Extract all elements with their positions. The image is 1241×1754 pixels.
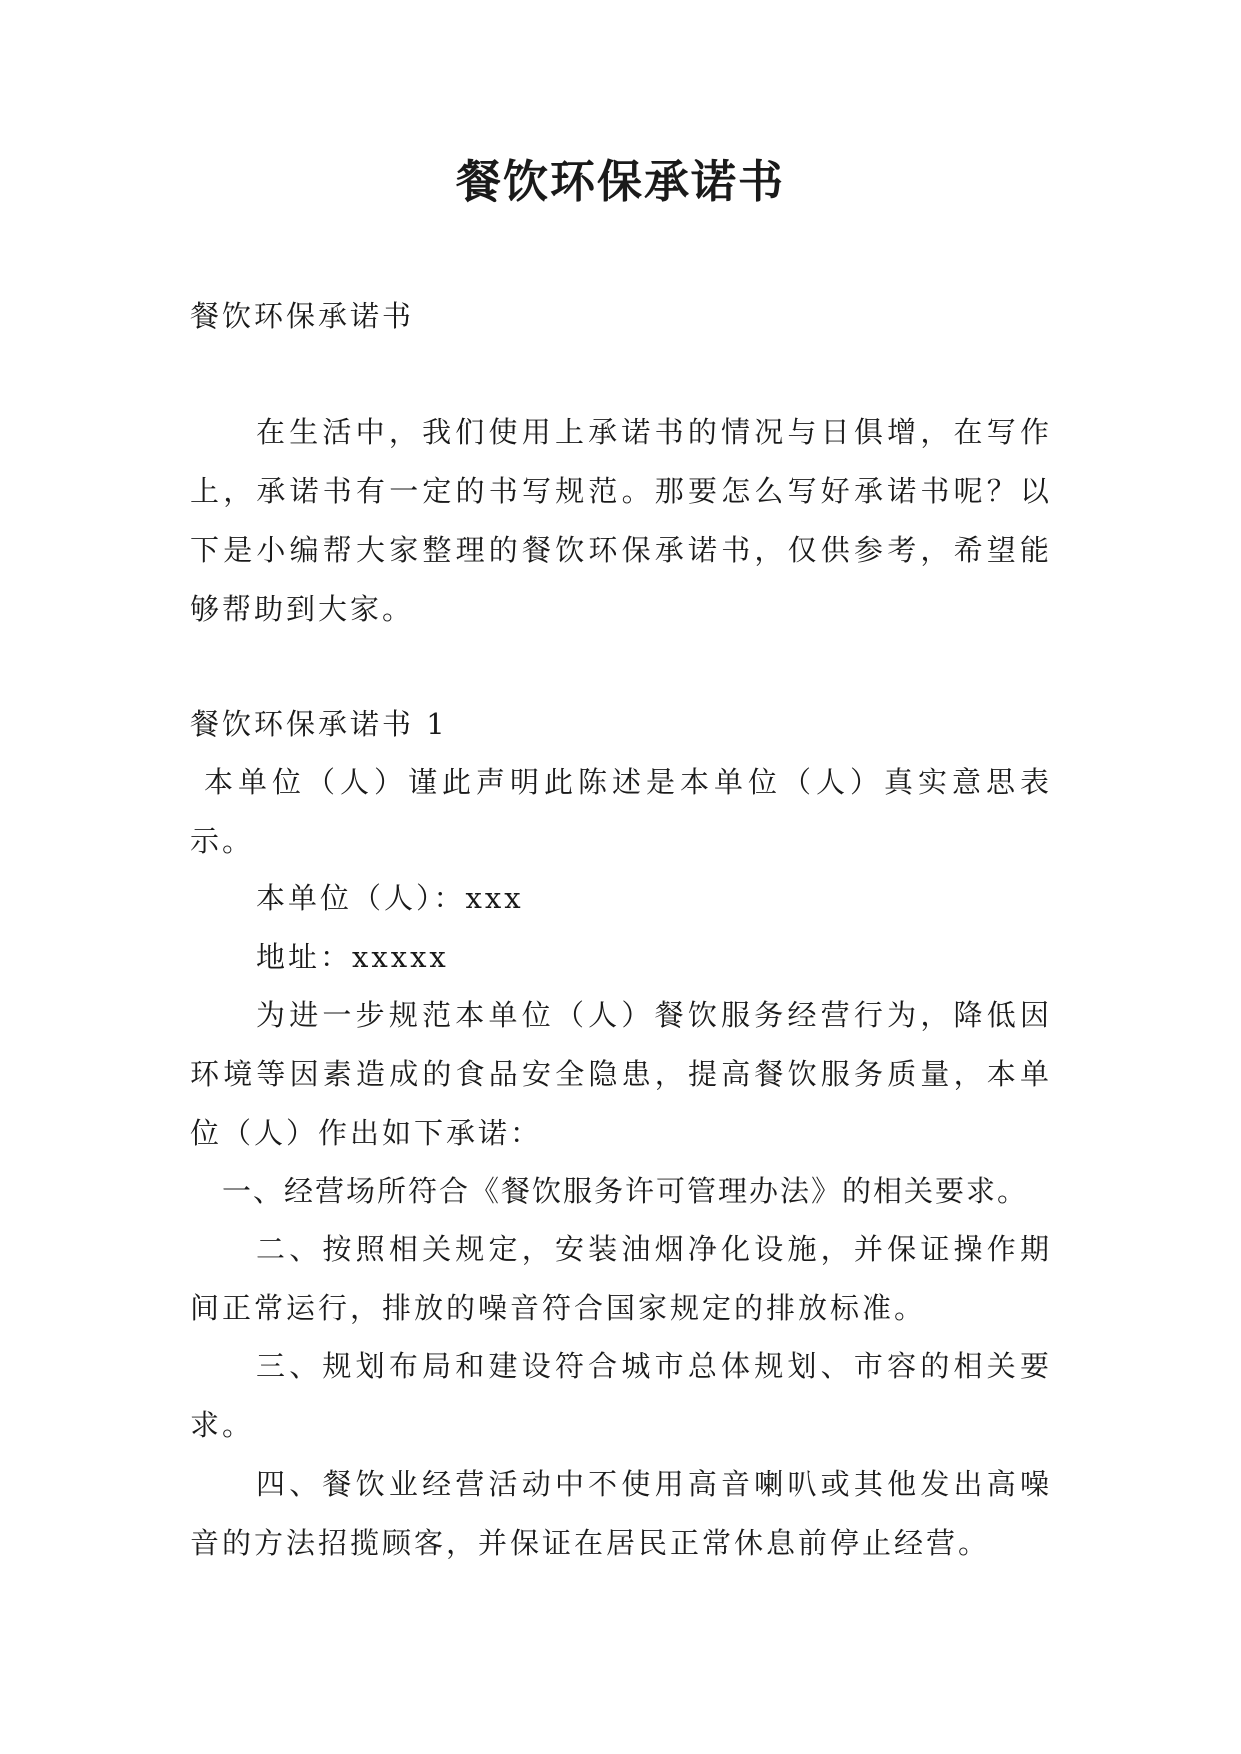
commitment-item-3: 三、规划布局和建设符合城市总体规划、市容的相关要求。 (190, 1349, 1052, 1442)
commitment-item-4: 四、餐饮业经营活动中不使用高音喇叭或其他发出高噪音的方法招揽顾客，并保证在居民正常休息前停止经营。 (190, 1467, 1052, 1560)
intro-paragraph: 在生活中，我们使用上承诺书的情况与日俱增，在写作上，承诺书有一定的书写规范。那要怎么写好承诺书呢？以下是小编帮大家整理的餐饮环保承诺书，仅供参考，希望能够帮助到大家。 (190, 415, 1052, 626)
declaration-paragraph: 本单位（人）谨此声明此陈述是本单位（人）真实意思表示。 (190, 765, 1052, 858)
commitment-item-2: 二、按照相关规定，安装油烟净化设施，并保证操作期间正常运行，排放的噪音符合国家规定的排放标准。 (190, 1232, 1052, 1325)
document-subtitle: 餐饮环保承诺书 (190, 299, 415, 333)
unit-line: 本单位（人）：xxx (256, 881, 524, 915)
address-line: 地址：xxxxx (256, 940, 449, 974)
commitment-item-1: 一、经营场所符合《餐饮服务许可管理办法》的相关要求。 (222, 1174, 1029, 1208)
purpose-paragraph: 为进一步规范本单位（人）餐饮服务经营行为，降低因环境等因素造成的食品安全隐患，提高餐饮服务质量，本单位（人）作出如下承诺： (190, 998, 1052, 1150)
section-heading: 餐饮环保承诺书 1 (190, 707, 448, 741)
document-title: 餐饮环保承诺书 (455, 155, 785, 208)
